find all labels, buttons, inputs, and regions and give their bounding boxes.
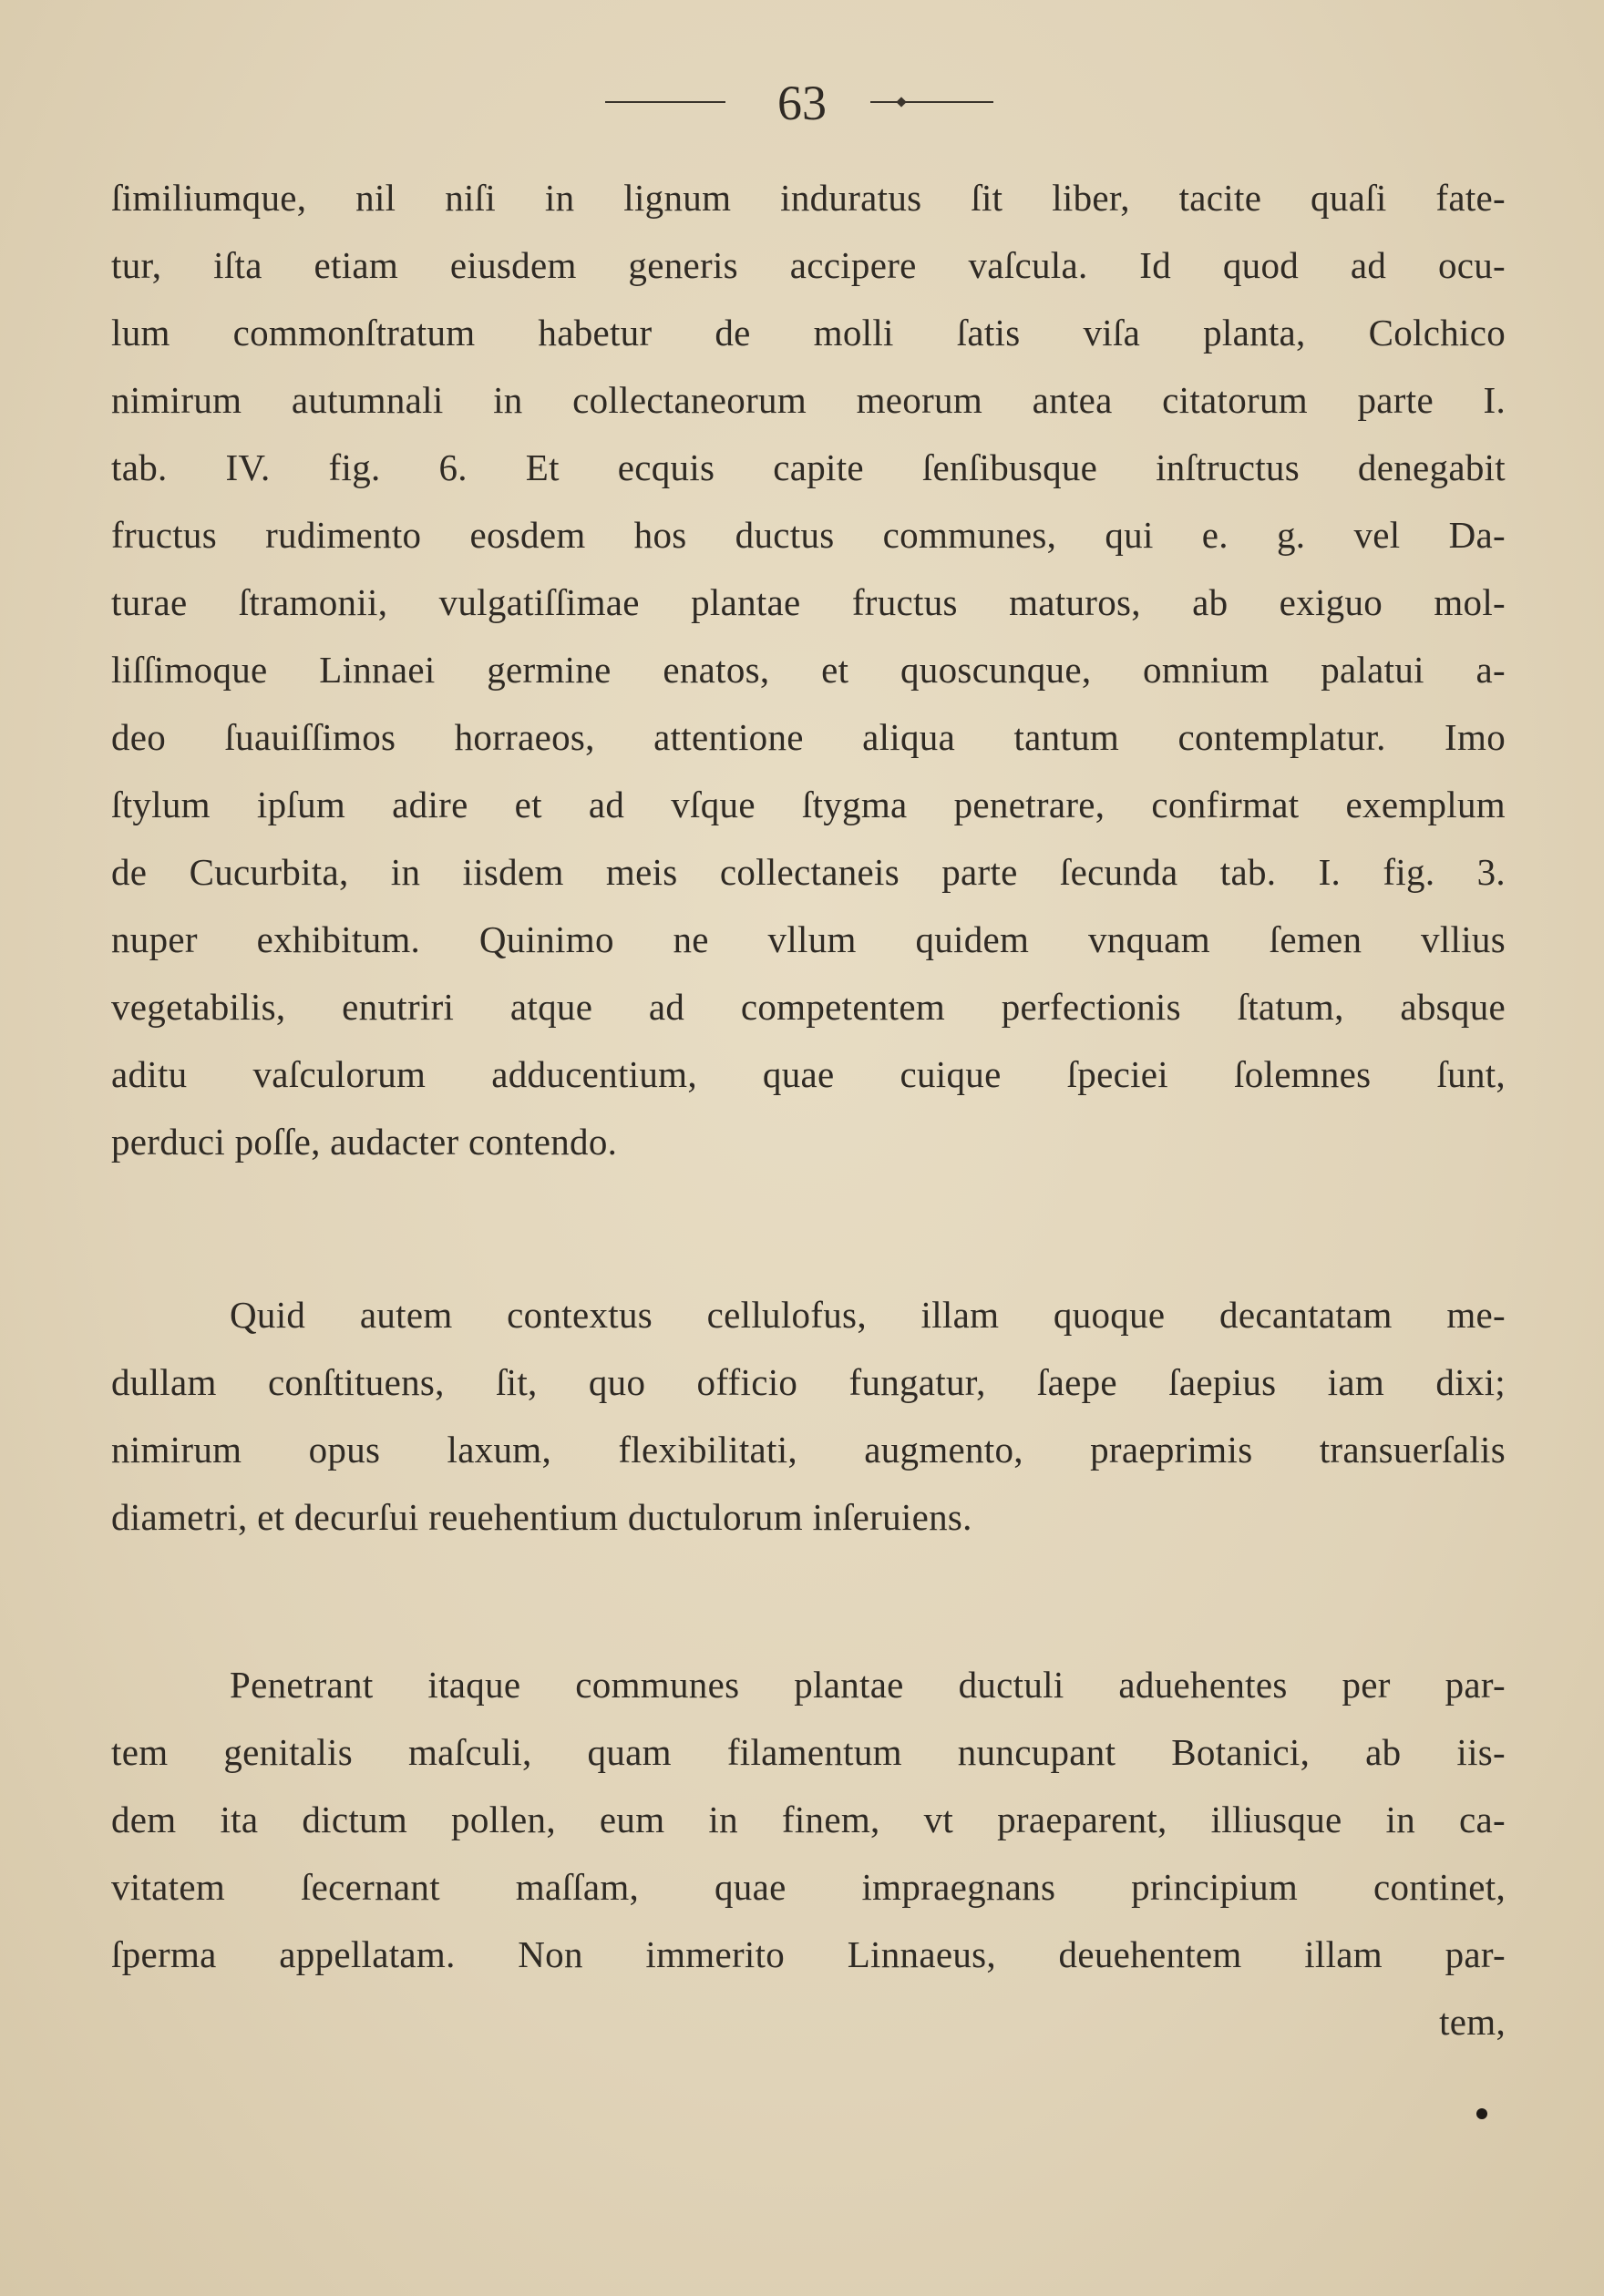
text-line: ſimiliumque, nil niſi in lignum induratus ſit liber, tacite quaſi fate- <box>111 177 1506 219</box>
text-line: ſperma appellatam. Non immerito Linnaeus, deuehentem illam par- <box>111 1933 1506 1975</box>
text-line: turae ſtramonii, vulgatiſſimae plantae fructus maturos, ab exiguo mol- <box>111 581 1506 623</box>
paragraph-spacer <box>111 1175 1506 1281</box>
text-line: nimirum autumnali in collectaneorum meorum antea citatorum parte I. <box>111 379 1506 421</box>
catchword: tem, <box>1439 2001 1506 2043</box>
text-line: fructus rudimento eosdem hos ductus communes, qui e. g. vel Da- <box>111 514 1506 556</box>
text-line: ſtylum ipſum adire et ad vſque ſtygma penetrare, confirmat exemplum <box>111 784 1506 825</box>
text-line: Quid autem contextus cellulofus, illam quoque decantatam me- <box>230 1294 1506 1336</box>
text-line: tem genitalis maſculi, quam filamentum nuncupant Botanici, ab iis- <box>111 1731 1506 1773</box>
text-line: de Cucurbita, in iisdem meis collectaneis parte ſecunda tab. I. fig. 3. <box>111 851 1506 893</box>
text-line: aditu vaſculorum adducentium, quae cuique ſpeciei ſolemnes ſunt, <box>111 1053 1506 1095</box>
text-line: diametri, et decurſui reuehentium ductulorum inſeruiens. <box>111 1496 972 1538</box>
paragraph-3 <box>111 1651 1506 2055</box>
ink-dot <box>1476 2108 1487 2119</box>
page-number: 63 <box>777 76 827 130</box>
text-line: lum commonſtratum habetur de molli ſatis viſa planta, Colchico <box>111 312 1506 354</box>
text-line: dem ita dictum pollen, eum in finem, vt praeparent, illiusque in ca- <box>111 1799 1506 1840</box>
text-line: nuper exhibitum. Quinimo ne vllum quidem vnquam ſemen vllius <box>111 918 1506 960</box>
text-line: nimirum opus laxum, flexibilitati, augmento, praeprimis transuerſalis <box>111 1429 1506 1471</box>
text-line: perduci poſſe, audacter contendo. <box>111 1121 618 1163</box>
text-line: dullam conſtituens, ſit, quo officio fungatur, ſaepe ſaepius iam dixi; <box>111 1361 1506 1403</box>
header-rule-right <box>870 101 993 103</box>
text-line: deo ſuauiſſimos horraeos, attentione aliqua tantum contemplatur. Imo <box>111 716 1506 758</box>
page-header <box>0 71 1604 135</box>
text-line: tab. IV. fig. 6. Et ecquis capite ſenſibusque inſtructus denegabit <box>111 446 1506 488</box>
text-line: Penetrant itaque communes plantae ductuli aduehentes per par- <box>230 1664 1506 1706</box>
paragraph-1 <box>111 164 1506 1175</box>
text-line: vegetabilis, enutriri atque ad competentem perfectionis ſtatum, absque <box>111 986 1506 1028</box>
text-line: tur, iſta etiam eiusdem generis accipere vaſcula. Id quod ad ocu- <box>111 244 1506 286</box>
header-rule-left <box>605 101 725 103</box>
paragraph-2 <box>111 1281 1506 1551</box>
body-text <box>111 164 1506 2055</box>
paragraph-spacer <box>111 1551 1506 1651</box>
text-line: liſſimoque Linnaei germine enatos, et quoscunque, omnium palatui a- <box>111 649 1506 691</box>
text-line: vitatem ſecernant maſſam, quae impraegnans principium continet, <box>111 1866 1506 1908</box>
